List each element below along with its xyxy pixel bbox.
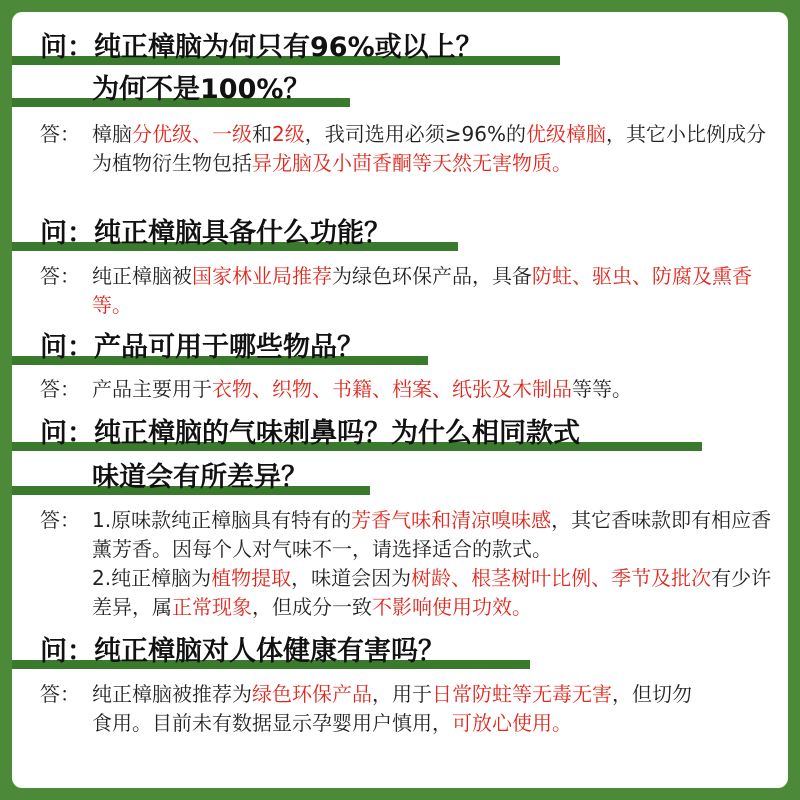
answer-5-body: [92, 680, 692, 738]
highlight-text: 可放心使用。: [452, 711, 572, 735]
answer-2-body: [92, 262, 774, 320]
answer-3-body: [92, 375, 774, 404]
highlight-text: 树龄、根茎树叶比例、季节及批次: [411, 566, 712, 590]
answer-4: [40, 506, 774, 622]
answer-text: 1.原味款纯正樟脑具有特有的: [92, 508, 352, 532]
answer-2: [40, 262, 774, 320]
answer-label: 答：: [40, 264, 80, 288]
answer-text: ，用于: [372, 682, 432, 706]
question-4-line-2: 味道会有所差异？: [12, 460, 370, 496]
highlight-text: 正常现象: [172, 595, 252, 619]
answer-text: ，其它小比例成分为植物衍生物包括: [92, 122, 766, 175]
highlight-text: 植物提取: [211, 566, 292, 590]
highlight-text: 国家林业局推荐: [192, 264, 332, 288]
answer-label: 答：: [40, 508, 80, 532]
question-5: 问：纯正樟脑对人体健康有害吗？: [12, 634, 530, 670]
answer-text: 纯正樟脑被推荐为: [92, 682, 252, 706]
answer-text: 有少许差异，属: [92, 566, 772, 619]
answer-3: [40, 375, 774, 404]
question-4-line-1: 问：纯正樟脑的气味刺鼻吗？为什么相同款式: [12, 416, 702, 452]
highlight-text: 分优级、一级: [132, 122, 252, 146]
answer-label: 答：: [40, 682, 80, 706]
highlight-text: 不影响使用功效。: [372, 595, 532, 619]
answer-1: [40, 120, 774, 178]
answer-label: 答：: [40, 377, 80, 401]
highlight-text: 优级樟脑: [525, 122, 606, 146]
highlight-text: 衣物、织物、书籍、档案、纸张及木制品: [212, 377, 572, 401]
highlight-text: 2级: [272, 122, 305, 146]
answer-text: ，我司选用必须≥96%的: [304, 122, 526, 146]
answer-text: ，味道会因为: [291, 566, 412, 590]
answer-text: 樟脑: [92, 122, 132, 146]
answer-1-body: [92, 120, 774, 178]
answer-text: ，其它香味款即有相应香薰芳香。因每个人对气味不一，请选择适合的款式。: [92, 508, 772, 561]
answer-4-body-1: [92, 506, 774, 564]
answer-text: 2.纯正樟脑为: [92, 566, 212, 590]
highlight-text: 异龙脑及小茴香酮等天然无害物质。: [252, 151, 572, 175]
question-2: 问：纯正樟脑具备什么功能？: [12, 216, 458, 252]
question-1-line-2: 为何不是100%？: [12, 72, 350, 108]
answer-text: 等等。: [572, 377, 632, 401]
answer-text: 产品主要用于: [92, 377, 212, 401]
highlight-text: 防蛀、驱虫、防腐及熏香等。: [92, 264, 752, 317]
highlight-text: 绿色环保产品: [252, 682, 372, 706]
answer-text: 为绿色环保产品，具备: [332, 264, 532, 288]
answer-4-body-2: [92, 564, 774, 622]
question-3: 问：产品可用于哪些物品？: [12, 330, 428, 366]
faq-card: [12, 12, 788, 788]
answer-5: [40, 680, 774, 738]
answer-label: 答：: [40, 122, 80, 146]
answer-text: ，但成分一致: [252, 595, 372, 619]
answer-text: ，但切勿食用。目前未有数据显示孕婴用户慎用，: [92, 682, 692, 735]
highlight-text: 日常防蛀等无毒无害: [432, 682, 612, 706]
answer-text: 和: [252, 122, 272, 146]
highlight-text: 芳香气味和清凉嗅味感: [351, 508, 552, 532]
question-1-line-1: 问：纯正樟脑为何只有96%或以上？: [12, 30, 560, 66]
answer-text: 纯正樟脑被: [92, 264, 192, 288]
